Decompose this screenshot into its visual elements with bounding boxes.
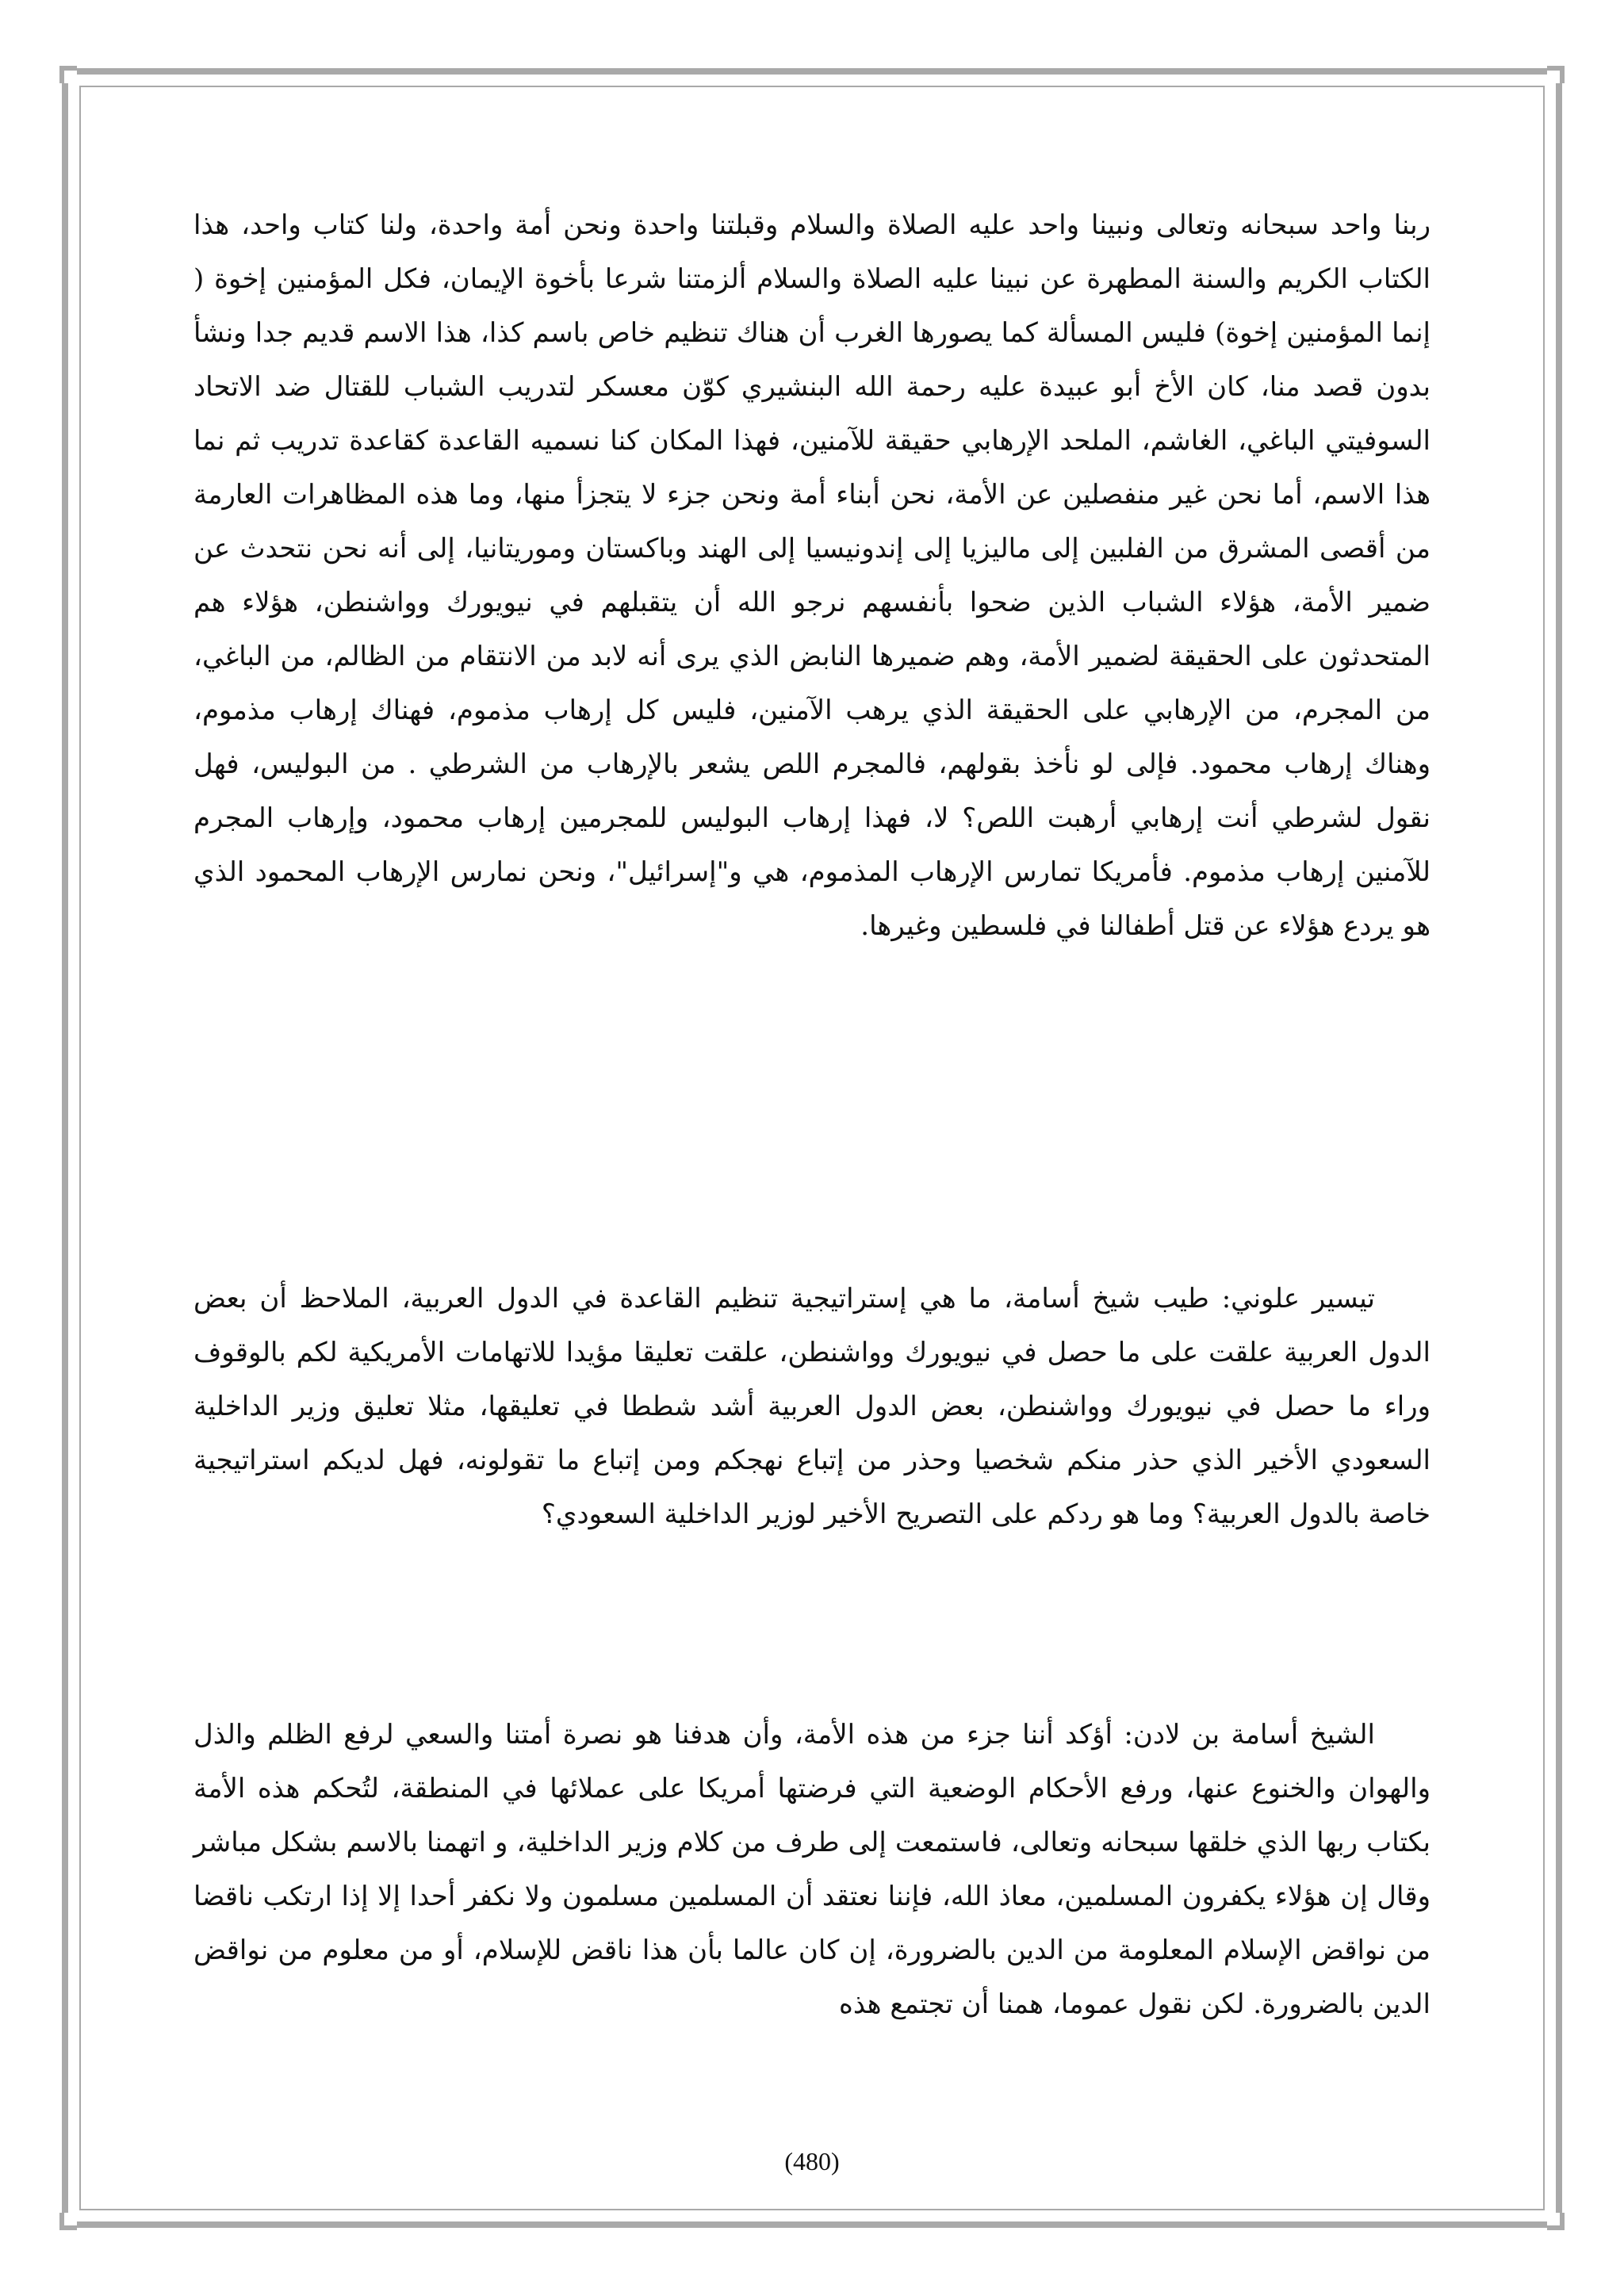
border-corner-bottom-left <box>59 2213 77 2230</box>
paragraph-3-answer: الشيخ أسامة بن لادن: أؤكد أننا جزء من هذه الأمة، وأن هدفنا هو نصرة أمتنا والسعي لرفع الظلم والذل والهوان والخنوع عنها، ورفع الأحكام الوضعية التي فرضتها أمريكا على عملائها في المنطقة، لتُحكم هذه الأمة بكتاب ربها الذي خلقها سبحانه وتعالى، فاستمعت إلى طرف من كلام وزير الداخلية، و اتهمنا بالاسم بشكل مباشر وقال إن هؤلاء يكفرون المسلمين، معاذ الله، فإننا نعتقد أن المسلمين مسلمون ولا نكفر أحدا إلا إذا ارتكب ناقضا من نواقض الإسلام المعلومة من الدين بالضرورة، إن كان عالما بأن هذا ناقض للإسلام، أو من معلوم من نواقض الدين بالضرورة. لكن نقول عموما، همنا أن تجتمع هذه <box>193 1719 1431 2020</box>
paragraph-2-question: تيسير علوني: طيب شيخ أسامة، ما هي إستراتيجية تنظيم القاعدة في الدول العربية، الملاحظ أن بعض الدول العربية علقت على ما حصل في نيويورك وواشنطن، علقت تعليقا مؤيدا للاتهامات الأمريكية لكم بالوقوف وراء ما حصل في نيويورك وواشنطن، بعض الدول العربية أشد شططا في تعليقها، مثلا تعليق وزير الداخلية السعودي الأخير الذي حذر منكم شخصيا وحذر من إتباع نهجكم ومن إتباع ما تقولونه، فهل لديكم استراتيجية خاصة بالدول العربية؟ وما هو ردكم على التصريح الأخير لوزير الداخلية السعودي؟ <box>193 1283 1431 1530</box>
border-corner-top-right <box>1547 66 1565 83</box>
border-corner-bottom-right <box>1547 2213 1565 2230</box>
paragraph-1: ربنا واحد سبحانه وتعالى ونبينا واحد عليه الصلاة والسلام وقبلتنا واحدة ونحن أمة واحدة، ولنا كتاب واحد، هذا الكتاب الكريم والسنة المطهرة عن نبينا عليه الصلاة والسلام ألزمتنا شرعا بأخوة الإيمان، فكل المؤمنين إخوة ( إنما المؤمنين إخوة) فليس المسألة كما يصورها الغرب أن هناك تنظيم خاص باسم كذا، هذا الاسم قديم جدا ونشأ بدون قصد منا، كان الأخ أبو عبيدة عليه رحمة الله البنشيري كوّن معسكر لتدريب الشباب للقتال ضد الاتحاد السوفيتي الباغي، الغاشم، الملحد الإرهابي حقيقة للآمنين، فهذا المكان كنا نسميه القاعدة كقاعدة تدريب ثم نما هذا الاسم، أما نحن غير منفصلين عن الأمة، نحن أبناء أمة ونحن جزء لا يتجزأ منها، وما هذه المظاهرات العارمة من أقصى المشرق من الفلبين إلى ماليزيا إلى إندونيسيا إلى الهند وباكستان وموريتانيا، إلى أنه نحن نتحدث عن ضمير الأمة، هؤلاء الشباب الذين ضحوا بأنفسهم نرجو الله أن يتقبلهم في نيويورك وواشنطن، هؤلاء هم المتحدثون على الحقيقة لضمير الأمة، وهم ضميرها النابض الذي يرى أنه لابد من الانتقام من الظالم، من الباغي، من المجرم، من الإرهابي على الحقيقة الذي يرهب الآمنين، فليس كل إرهاب مذموم، فهناك إرهاب مذموم، وهناك إرهاب محمود. فإلى لو نأخذ بقولهم، فالمجرم اللص يشعر بالإرهاب من الشرطي . من البوليس، فهل نقول لشرطي أنت إرهابي أرهبت اللص؟ لا، فهذا إرهاب البوليس للمجرمين إرهاب محمود، وإرهاب المجرم للآمنين إرهاب مذموم. فأمريكا تمارس الإرهاب المذموم، هي و"إسرائيل"، ونحن نمارس الإرهاب المحمود الذي هو يردع هؤلاء عن قتل أطفالنا في فلسطين وغيرها. <box>193 209 1431 942</box>
page-number: (480) <box>784 2147 840 2175</box>
border-corner-top-left <box>59 66 77 83</box>
